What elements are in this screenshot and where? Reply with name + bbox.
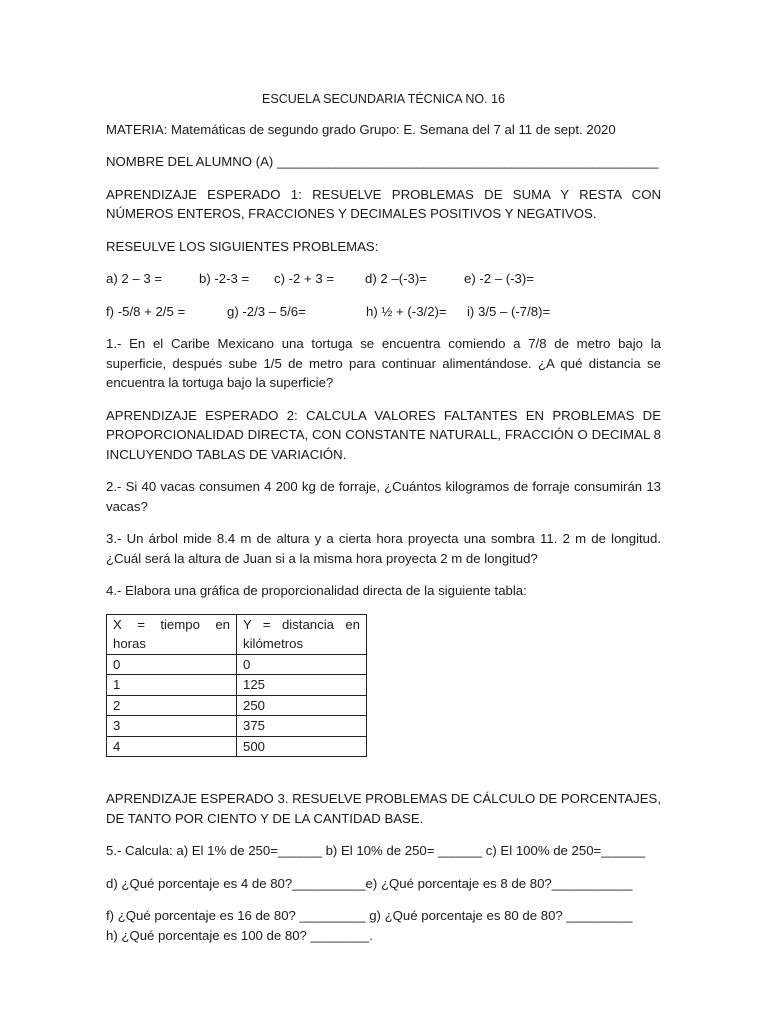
school-title: ESCUELA SECUNDARIA TÉCNICA NO. 16 <box>262 92 505 106</box>
table-cell-y: 250 <box>237 695 367 716</box>
table-cell-y: 500 <box>237 736 367 757</box>
exercise-e: e) -2 – (-3)= <box>464 271 534 286</box>
problem-2: 2.- Si 40 vacas consumen 4 200 kg de forraje, ¿Cuántos kilogramos de forraje consumirán 13 vacas? <box>106 479 661 514</box>
exercise-h: h) ½ + (-3/2)= <box>366 303 447 319</box>
table-cell-x: 1 <box>107 675 237 696</box>
table-cell-y: 0 <box>237 654 367 675</box>
problem-5-line-1: 5.- Calcula: a) El 1% de 250=______ b) El 10% de 250= ______ c) El 100% de 250=______ <box>106 843 646 858</box>
table-cell-y: 125 <box>237 675 367 696</box>
exercise-f: f) -5/8 + 2/5 = <box>106 303 186 319</box>
problem-5-line-3: f) ¿Qué porcentaje es 16 de 80? _________ g) ¿Qué porcentaje es 80 de 80? _________ <box>106 908 633 923</box>
exercise-i: i) 3/5 – (-7/8)= <box>467 303 551 319</box>
worksheet-page <box>106 90 661 958</box>
exercise-d: d) 2 –(-3)= <box>365 271 427 286</box>
exercise-a: a) 2 – 3 = <box>106 271 163 286</box>
table-row <box>107 654 367 675</box>
learning-objective-2: APRENDIZAJE ESPERADO 2: CALCULA VALORES FALTANTES EN PROBLEMAS DE PROPORCIONALIDAD DIRECTA, CON CONSTANTE NATURALL, FRACCIÓN O DECIMAL 8 INCLUYENDO TABLAS DE VARIACIÓN. <box>106 407 661 462</box>
table-row <box>107 716 367 737</box>
problem-3: 3.- Un árbol mide 8.4 m de altura y a cierta hora proyecta una sombra 11. 2 m de longitud. ¿Cuál será la altura de Juan si a la misma hora proyecta 2 m de longitud? <box>106 531 661 566</box>
table-cell-x: 3 <box>107 716 237 737</box>
proportionality-table <box>106 614 367 758</box>
table-header-x: X = tiempo en horas <box>107 614 237 654</box>
instruction-heading: RESEULVE LOS SIGUIENTES PROBLEMAS: <box>106 238 379 254</box>
problem-1: 1.- En el Caribe Mexicano una tortuga se encuentra comiendo a 7/8 de metro bajo la superficie, después sube 1/5 de metro para continuar alimentándose. ¿A qué distancia se encuentra la tortuga bajo la superficie? <box>106 336 661 390</box>
table-cell-x: 4 <box>107 736 237 757</box>
table-row <box>107 736 367 757</box>
exercise-c: c) -2 + 3 = <box>274 271 335 286</box>
problem-5-line-4: h) ¿Qué porcentaje es 100 de 80? ________. <box>106 927 373 943</box>
table-cell-x: 2 <box>107 695 237 716</box>
student-name-line: NOMBRE DEL ALUMNO (A) ____________________________________________________ <box>106 154 659 169</box>
table-row <box>107 695 367 716</box>
table-header-y: Y = distancia en kilómetros <box>237 614 367 654</box>
learning-objective-1: APRENDIZAJE ESPERADO 1: RESUELVE PROBLEMAS DE SUMA Y RESTA CON NÚMEROS ENTEROS, FRACCIONES Y DECIMALES POSITIVOS Y NEGATIVOS. <box>106 186 661 221</box>
table-header-row <box>107 614 367 654</box>
learning-objective-3: APRENDIZAJE ESPERADO 3. RESUELVE PROBLEMAS DE CÁLCULO DE PORCENTAJES, DE TANTO POR CIENTO Y DE LA CANTIDAD BASE. <box>106 791 661 826</box>
table-row <box>107 675 367 696</box>
problem-4: 4.- Elabora una gráfica de proporcionalidad directa de la siguiente tabla: <box>106 583 527 598</box>
exercise-row-2 <box>106 302 661 322</box>
table-cell-y: 375 <box>237 716 367 737</box>
exercise-b: b) -2-3 = <box>199 271 250 286</box>
table-cell-x: 0 <box>107 654 237 675</box>
subject-line: MATERIA: Matemáticas de segundo grado Grupo: E. Semana del 7 al 11 de sept. 2020 <box>106 121 616 137</box>
exercise-row-1 <box>106 269 661 289</box>
problem-5-line-2: d) ¿Qué porcentaje es 4 de 80?__________e) ¿Qué porcentaje es 8 de 80?___________ <box>106 875 633 891</box>
exercise-g: g) -2/3 – 5/6= <box>227 303 306 319</box>
